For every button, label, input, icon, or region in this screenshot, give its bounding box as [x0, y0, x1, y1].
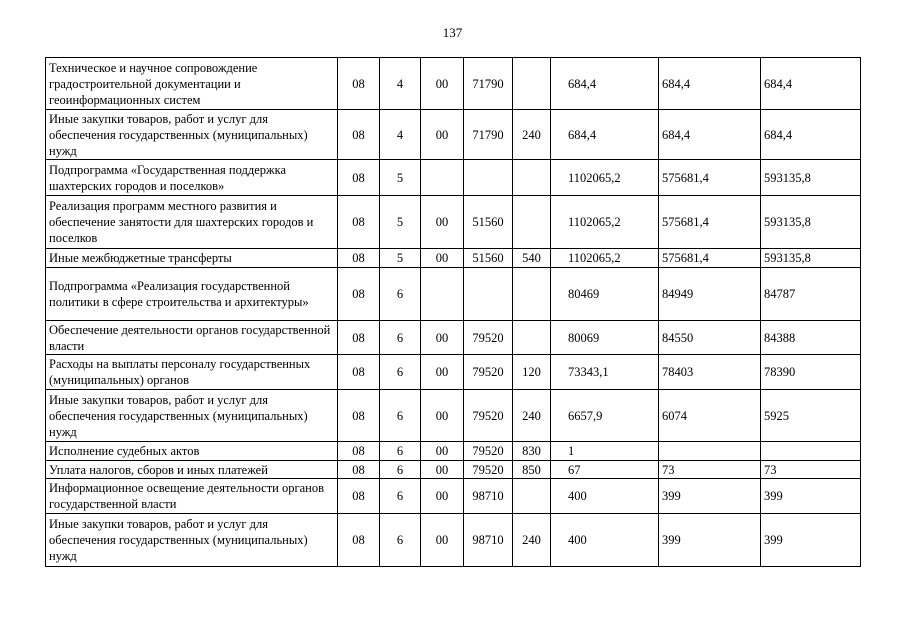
cell-amount-2: 73 [659, 461, 761, 479]
cell-section: 08 [338, 442, 380, 461]
cell-target-article-part2: 98710 [464, 479, 513, 514]
cell-target-article-part2: 98710 [464, 514, 513, 567]
cell-amount-1: 1102065,2 [551, 196, 659, 249]
cell-name: Иные закупки товаров, работ и услуг для обеспечения государственных (муниципальных) нужд [46, 514, 338, 567]
cell-target-article-part2: 51560 [464, 196, 513, 249]
cell-amount-1: 1 [551, 442, 659, 461]
cell-name: Иные межбюджетные трансферты [46, 249, 338, 268]
page-number: 137 [442, 25, 463, 40]
cell-expense-type [513, 321, 551, 355]
cell-amount-2 [659, 442, 761, 461]
table-row [46, 58, 861, 110]
cell-amount-3 [761, 442, 861, 461]
cell-amount-2: 575681,4 [659, 196, 761, 249]
cell-target-article-part2: 79520 [464, 355, 513, 390]
cell-amount-3: 5925 [761, 390, 861, 442]
table-row [46, 390, 861, 442]
cell-amount-1: 400 [551, 514, 659, 567]
table-row [46, 461, 861, 479]
cell-expense-type [513, 196, 551, 249]
cell-subsection: 6 [380, 514, 421, 567]
cell-target-article-part1 [421, 160, 464, 196]
cell-section: 08 [338, 249, 380, 268]
cell-expense-type: 850 [513, 461, 551, 479]
cell-name: Уплата налогов, сборов и иных платежей [46, 461, 338, 479]
cell-expense-type: 240 [513, 390, 551, 442]
cell-name: Подпрограмма «Реализация государственной политики в сфере строительства и архитектуры» [46, 268, 338, 321]
cell-expense-type: 830 [513, 442, 551, 461]
cell-target-article-part1: 00 [421, 196, 464, 249]
cell-expense-type [513, 268, 551, 321]
cell-expense-type [513, 58, 551, 110]
cell-amount-3: 684,4 [761, 110, 861, 160]
cell-section: 08 [338, 160, 380, 196]
cell-amount-2: 399 [659, 514, 761, 567]
cell-section: 08 [338, 461, 380, 479]
cell-amount-3: 84388 [761, 321, 861, 355]
cell-target-article-part1: 00 [421, 249, 464, 268]
cell-subsection: 6 [380, 355, 421, 390]
cell-target-article-part1: 00 [421, 442, 464, 461]
table-row [46, 514, 861, 567]
cell-amount-2: 399 [659, 479, 761, 514]
cell-expense-type: 240 [513, 514, 551, 567]
cell-subsection: 6 [380, 461, 421, 479]
cell-amount-1: 1102065,2 [551, 249, 659, 268]
cell-target-article-part1: 00 [421, 110, 464, 160]
table-row [46, 110, 861, 160]
cell-amount-3: 84787 [761, 268, 861, 321]
cell-amount-3: 593135,8 [761, 196, 861, 249]
table-row [46, 442, 861, 461]
cell-amount-2: 78403 [659, 355, 761, 390]
cell-expense-type [513, 479, 551, 514]
cell-target-article-part2: 79520 [464, 390, 513, 442]
cell-subsection: 5 [380, 249, 421, 268]
cell-target-article-part2: 71790 [464, 58, 513, 110]
table-row [46, 249, 861, 268]
table-row [46, 479, 861, 514]
cell-subsection: 4 [380, 58, 421, 110]
cell-target-article-part1: 00 [421, 461, 464, 479]
cell-name: Информационное освещение деятельности органов государственной власти [46, 479, 338, 514]
cell-amount-3: 399 [761, 514, 861, 567]
table-row [46, 268, 861, 321]
cell-target-article-part2 [464, 160, 513, 196]
cell-section: 08 [338, 196, 380, 249]
cell-amount-1: 73343,1 [551, 355, 659, 390]
cell-section: 08 [338, 355, 380, 390]
cell-target-article-part2: 79520 [464, 442, 513, 461]
cell-expense-type: 540 [513, 249, 551, 268]
cell-section: 08 [338, 479, 380, 514]
cell-target-article-part1: 00 [421, 355, 464, 390]
cell-amount-3: 684,4 [761, 58, 861, 110]
cell-subsection: 6 [380, 390, 421, 442]
cell-expense-type [513, 160, 551, 196]
cell-target-article-part2: 79520 [464, 461, 513, 479]
cell-section: 08 [338, 110, 380, 160]
table-row [46, 196, 861, 249]
cell-subsection: 6 [380, 442, 421, 461]
table-row [46, 160, 861, 196]
cell-section: 08 [338, 514, 380, 567]
cell-name: Исполнение судебных актов [46, 442, 338, 461]
cell-amount-3: 73 [761, 461, 861, 479]
cell-amount-1: 1102065,2 [551, 160, 659, 196]
cell-amount-3: 593135,8 [761, 249, 861, 268]
cell-target-article-part1: 00 [421, 390, 464, 442]
cell-amount-2: 684,4 [659, 110, 761, 160]
cell-target-article-part1: 00 [421, 321, 464, 355]
cell-amount-1: 6657,9 [551, 390, 659, 442]
cell-section: 08 [338, 321, 380, 355]
cell-target-article-part2: 79520 [464, 321, 513, 355]
cell-amount-2: 684,4 [659, 58, 761, 110]
cell-target-article-part1: 00 [421, 514, 464, 567]
cell-subsection: 5 [380, 160, 421, 196]
cell-amount-2: 84949 [659, 268, 761, 321]
cell-target-article-part1: 00 [421, 479, 464, 514]
cell-amount-1: 67 [551, 461, 659, 479]
cell-name: Техническое и научное сопровождение градостроительной документации и геоинформационных систем [46, 58, 338, 110]
cell-subsection: 6 [380, 479, 421, 514]
cell-subsection: 5 [380, 196, 421, 249]
cell-expense-type: 240 [513, 110, 551, 160]
cell-amount-1: 400 [551, 479, 659, 514]
cell-amount-1: 684,4 [551, 110, 659, 160]
cell-section: 08 [338, 58, 380, 110]
cell-name: Подпрограмма «Государственная поддержка шахтерских городов и поселков» [46, 160, 338, 196]
cell-amount-2: 6074 [659, 390, 761, 442]
cell-section: 08 [338, 268, 380, 321]
cell-target-article-part2 [464, 268, 513, 321]
cell-target-article-part2: 71790 [464, 110, 513, 160]
cell-amount-2: 84550 [659, 321, 761, 355]
cell-amount-3: 78390 [761, 355, 861, 390]
cell-subsection: 6 [380, 268, 421, 321]
cell-amount-3: 593135,8 [761, 160, 861, 196]
cell-target-article-part1: 00 [421, 58, 464, 110]
table-row [46, 321, 861, 355]
cell-amount-3: 399 [761, 479, 861, 514]
cell-name: Иные закупки товаров, работ и услуг для обеспечения государственных (муниципальных) нужд [46, 110, 338, 160]
cell-name: Реализация программ местного развития и обеспечение занятости для шахтерских городов и поселков [46, 196, 338, 249]
cell-name: Иные закупки товаров, работ и услуг для обеспечения государственных (муниципальных) нужд [46, 390, 338, 442]
cell-amount-2: 575681,4 [659, 249, 761, 268]
cell-subsection: 4 [380, 110, 421, 160]
cell-name: Расходы на выплаты персоналу государственных (муниципальных) органов [46, 355, 338, 390]
cell-target-article-part1 [421, 268, 464, 321]
cell-amount-2: 575681,4 [659, 160, 761, 196]
budget-table [45, 57, 861, 567]
table-row [46, 355, 861, 390]
cell-target-article-part2: 51560 [464, 249, 513, 268]
cell-expense-type: 120 [513, 355, 551, 390]
cell-amount-1: 80469 [551, 268, 659, 321]
cell-subsection: 6 [380, 321, 421, 355]
cell-amount-1: 80069 [551, 321, 659, 355]
cell-section: 08 [338, 390, 380, 442]
cell-name: Обеспечение деятельности органов государственной власти [46, 321, 338, 355]
cell-amount-1: 684,4 [551, 58, 659, 110]
